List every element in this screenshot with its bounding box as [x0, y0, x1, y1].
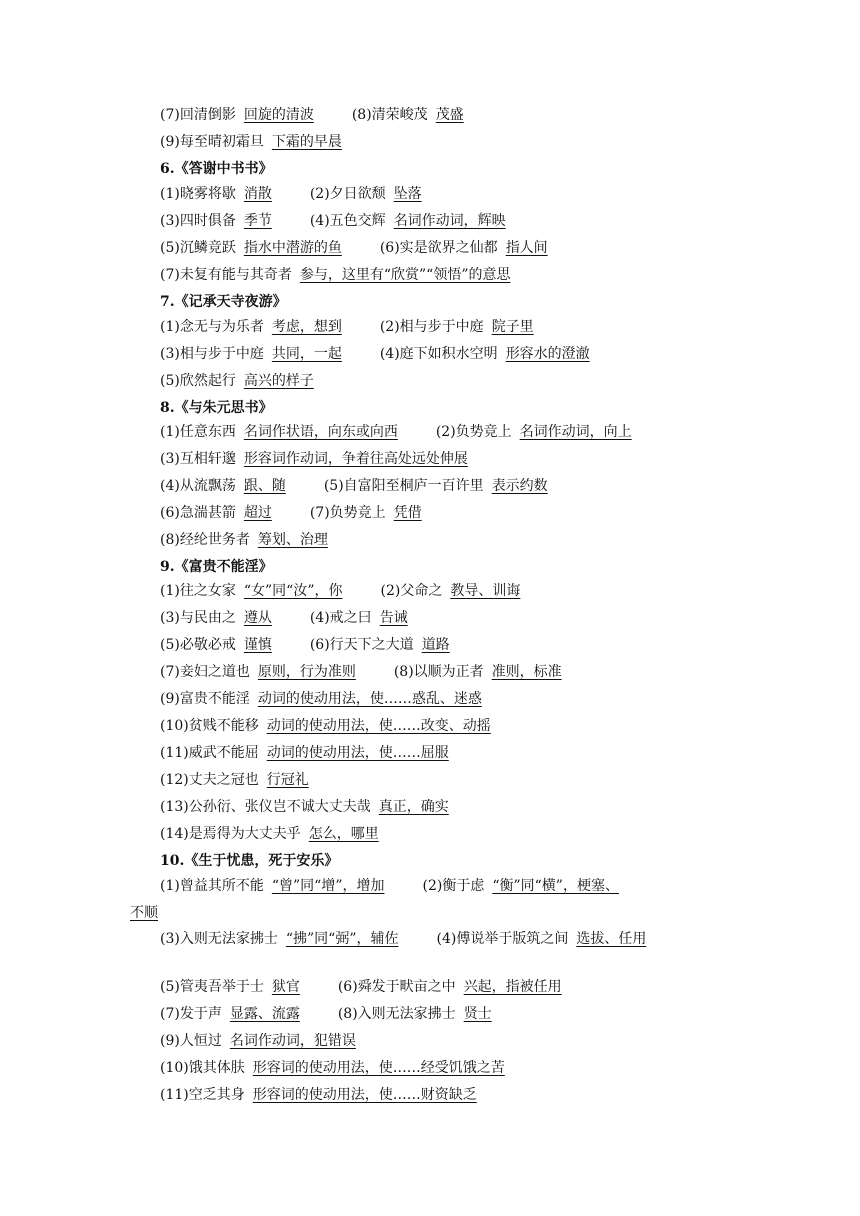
- answer: 考虑，想到: [271, 319, 342, 335]
- line: [160, 718, 503, 734]
- answer: “曾”同“增”，增加: [271, 878, 385, 894]
- answer: 院子里: [491, 319, 534, 335]
- item: (5)管夷吾举于士 狱官: [160, 979, 312, 995]
- answer: 下霜的早晨: [271, 134, 342, 150]
- answer: 怎么，哪里: [308, 826, 379, 842]
- item: (2)父命之 教导、训诲: [380, 583, 532, 599]
- answer: 形容词的使动用法，使……财资缺乏: [252, 1087, 477, 1103]
- answer: 季节: [243, 213, 272, 229]
- answer: 超过: [243, 505, 272, 521]
- line: [160, 979, 574, 995]
- answer: 参与，这里有“欣赏”“领悟”的意思: [299, 267, 511, 283]
- answer: 形容词作动词，争着往高处远处伸展: [243, 451, 468, 467]
- item: (4)五色交辉 名词作动词，辉映: [310, 213, 518, 229]
- item: (6)行天下之大道 道路: [310, 637, 462, 653]
- item: (3)入则无法家拂士 “拂”同“弼”，辅佐: [160, 931, 410, 947]
- answer: 告诫: [379, 610, 408, 626]
- line: [160, 346, 602, 362]
- answer: 行冠礼: [266, 772, 309, 788]
- answer-blank: [130, 958, 146, 974]
- answer: 动词的使动用法，使……惑乱、迷惑: [257, 691, 482, 707]
- item: (10)贫贱不能移 动词的使动用法，使……改变、动摇: [160, 718, 503, 734]
- item: (7)未复有能与其奇者 参与，这里有“欣赏”“领悟”的意思: [160, 267, 522, 283]
- item: (1)念无与为乐者 考虑，想到: [160, 319, 354, 335]
- answer: “女”同“汝”，你: [243, 583, 343, 599]
- line: [160, 373, 326, 389]
- item: (9)每至晴初霜旦 下霜的早晨: [160, 134, 354, 150]
- answer: 动词的使动用法，使……屈服: [266, 745, 449, 761]
- line: [160, 1033, 368, 1049]
- answer: 形容词的使动用法，使……经受饥饿之苦: [252, 1060, 505, 1076]
- answer: 名词作动词，向上: [519, 424, 632, 440]
- line: [160, 745, 461, 761]
- item: (5)自富阳至桐庐一百许里 表示约数: [324, 478, 560, 494]
- answer: “拂”同“弼”，辅佐: [285, 931, 399, 947]
- line: [160, 1060, 517, 1076]
- section-title: 9.《富贵不能淫》: [160, 559, 273, 575]
- answer: “衡”同“横”，梗塞、: [492, 878, 619, 894]
- line: [160, 610, 420, 626]
- answer: 跟、随: [243, 478, 286, 494]
- line: [160, 532, 340, 548]
- item: (11)威武不能屈 动词的使动用法，使……屈服: [160, 745, 461, 761]
- item: (5)必敬必戒 谨慎: [160, 637, 284, 653]
- answer: 选拔、任用: [576, 931, 647, 947]
- line: [160, 931, 658, 947]
- line: [160, 799, 461, 815]
- item: (2)相与步于中庭 院子里: [380, 319, 546, 335]
- line: [160, 583, 532, 599]
- answer: 不顺: [130, 905, 158, 921]
- item: (4)庭下如积水空明 形容水的澄澈: [380, 346, 602, 362]
- item: (1)任意东西 名词作状语，向东或向西: [160, 424, 410, 440]
- answer: 准则，标准: [491, 664, 562, 680]
- answer: 坠落: [393, 186, 422, 202]
- item: (7)回清倒影 回旋的清波: [160, 107, 326, 123]
- item: (13)公孙衍、张仪岂不诚大丈夫哉 真正，确实: [160, 799, 461, 815]
- answer: 形容水的澄澈: [505, 346, 590, 362]
- answer: 名词作动词，犯错误: [229, 1033, 356, 1049]
- item: (8)清荣峻茂 茂盛: [352, 107, 476, 123]
- line: [160, 319, 546, 335]
- answer: 表示约数: [491, 478, 548, 494]
- answer: 回旋的清波: [243, 107, 314, 123]
- item: (8)经纶世务者 筹划、治理: [160, 532, 340, 548]
- line: [160, 1006, 504, 1022]
- item: (5)沉鳞竞跃 指水中潜游的鱼: [160, 240, 354, 256]
- line: [160, 134, 354, 150]
- line: [160, 451, 480, 467]
- item: (7)妾妇之道也 原则，行为准则: [160, 664, 368, 680]
- item: (1)曾益其所不能 “曾”同“增”，增加: [160, 878, 396, 894]
- line: [160, 424, 644, 440]
- line: [160, 664, 574, 680]
- item: (1)晓雾将歇 消散: [160, 186, 284, 202]
- item: (8)入则无法家拂士 贤士: [338, 1006, 504, 1022]
- item: (7)发于声 显露、流露: [160, 1006, 312, 1022]
- line: [160, 240, 560, 256]
- answer: 共同，一起: [271, 346, 342, 362]
- item: (4)从流飘荡 跟、随: [160, 478, 298, 494]
- answer: 谨慎: [243, 637, 272, 653]
- answer: 名词作状语，向东或向西: [243, 424, 398, 440]
- answer: 原则，行为准则: [257, 664, 356, 680]
- answer: 动词的使动用法，使……改变、动摇: [266, 718, 491, 734]
- line: [160, 107, 476, 123]
- item: (9)富贵不能淫 动词的使动用法，使……惑乱、迷惑: [160, 691, 494, 707]
- line: [160, 878, 631, 894]
- section-title: 10.《生于忧患，死于安乐》: [160, 853, 339, 869]
- item: [130, 958, 146, 974]
- answer: 凭借: [393, 505, 422, 521]
- answer: 筹划、治理: [257, 532, 328, 548]
- item: (10)饿其体肤 形容词的使动用法，使……经受饥饿之苦: [160, 1060, 517, 1076]
- line: [160, 267, 522, 283]
- item: (2)衡于虑 “衡”同“横”，梗塞、: [422, 878, 630, 894]
- item: (3)四时俱备 季节: [160, 213, 284, 229]
- line: [160, 478, 560, 494]
- line: [160, 505, 434, 521]
- item: (5)欣然起行 高兴的样子: [160, 373, 326, 389]
- answer: 兴起，指被任用: [463, 979, 562, 995]
- line: [130, 905, 170, 921]
- item: (1)往之女家 “女”同“汝”，你: [160, 583, 354, 599]
- item: (6)舜发于畎亩之中 兴起，指被任用: [338, 979, 574, 995]
- answer: 真正，确实: [378, 799, 449, 815]
- line: [160, 1087, 489, 1103]
- item: [130, 905, 170, 921]
- line: [130, 958, 146, 974]
- answer: 狱官: [271, 979, 300, 995]
- answer: 指人间: [505, 240, 548, 256]
- line: [160, 186, 434, 202]
- item: (12)丈夫之冠也 行冠礼: [160, 772, 321, 788]
- item: (3)互相轩邈 形容词作动词，争着往高处远处伸展: [160, 451, 480, 467]
- item: (14)是焉得为大丈夫乎 怎么，哪里: [160, 826, 391, 842]
- answer: 指水中潜游的鱼: [243, 240, 342, 256]
- answer: 高兴的样子: [243, 373, 314, 389]
- answer: 道路: [421, 637, 450, 653]
- section-title: 6.《答谢中书书》: [160, 161, 273, 177]
- answer: 消散: [243, 186, 272, 202]
- item: (3)与民由之 遵从: [160, 610, 284, 626]
- item: (3)相与步于中庭 共同，一起: [160, 346, 354, 362]
- answer: 茂盛: [435, 107, 464, 123]
- item: (8)以顺为正者 准则，标准: [394, 664, 574, 680]
- answer: 名词作动词，辉映: [393, 213, 506, 229]
- answer: 显露、流露: [229, 1006, 300, 1022]
- item: (6)实是欲界之仙都 指人间: [380, 240, 560, 256]
- line: [160, 772, 321, 788]
- item: (2)负势竞上 名词作动词，向上: [436, 424, 644, 440]
- answer: 教导、训诲: [450, 583, 521, 599]
- item: (4)傅说举于版筑之间 选拔、任用: [436, 931, 658, 947]
- item: (11)空乏其身 形容词的使动用法，使……财资缺乏: [160, 1087, 489, 1103]
- section-title: 8.《与朱元思书》: [160, 400, 273, 416]
- item: (4)戒之曰 告诫: [310, 610, 420, 626]
- answer: 遵从: [243, 610, 272, 626]
- item: (7)负势竞上 凭借: [310, 505, 434, 521]
- item: (9)人恒过 名词作动词，犯错误: [160, 1033, 368, 1049]
- line: [160, 213, 518, 229]
- item: (6)急湍甚箭 超过: [160, 505, 284, 521]
- line: [160, 637, 462, 653]
- answer: 贤士: [463, 1006, 492, 1022]
- line: [160, 826, 391, 842]
- line: [160, 691, 494, 707]
- section-title: 7.《记承天寺夜游》: [160, 294, 287, 310]
- item: (2)夕日欲颓 坠落: [310, 186, 434, 202]
